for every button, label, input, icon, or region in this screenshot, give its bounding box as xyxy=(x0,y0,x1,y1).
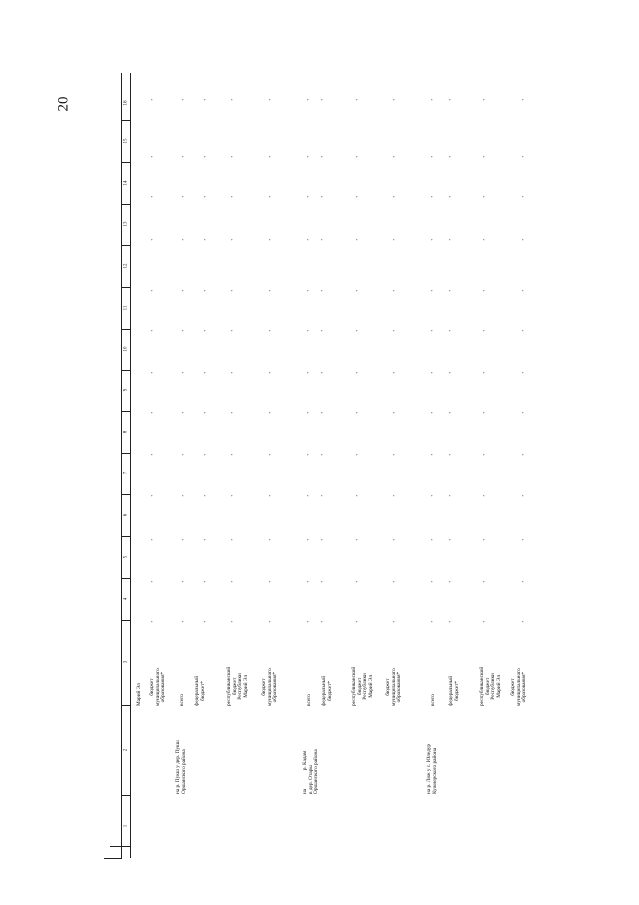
empty-value-dot xyxy=(356,454,357,455)
empty-value-dot xyxy=(269,539,270,540)
column-separator-line xyxy=(121,795,130,796)
column-separator-line xyxy=(121,536,130,537)
empty-value-dot xyxy=(356,99,357,100)
empty-value-dot xyxy=(321,539,322,540)
empty-value-dot xyxy=(307,99,308,100)
empty-value-dot xyxy=(204,495,205,496)
empty-value-dot xyxy=(204,454,205,455)
column-header-5: 5 xyxy=(123,555,129,559)
empty-value-dot xyxy=(356,330,357,331)
empty-value-dot xyxy=(321,412,322,413)
empty-value-dot xyxy=(321,239,322,240)
column-header-12: 12 xyxy=(123,263,129,269)
cell-source: бюджет муниципального образования* xyxy=(385,668,403,706)
empty-value-dot xyxy=(269,495,270,496)
column-header-7: 7 xyxy=(123,471,129,475)
empty-value-dot xyxy=(307,454,308,455)
column-separator-line xyxy=(121,578,130,579)
empty-value-dot xyxy=(522,495,523,496)
cell-object: на р. Пукш у дер. Пукш Оршанского района xyxy=(175,740,187,794)
empty-value-dot xyxy=(151,156,152,157)
empty-value-dot xyxy=(393,621,394,622)
empty-value-dot xyxy=(231,454,232,455)
empty-value-dot xyxy=(231,621,232,622)
empty-value-dot xyxy=(431,372,432,373)
empty-value-dot xyxy=(321,290,322,291)
cell-source: всего xyxy=(179,694,185,706)
empty-value-dot xyxy=(321,196,322,197)
empty-value-dot xyxy=(356,412,357,413)
empty-value-dot xyxy=(321,372,322,373)
empty-value-dot xyxy=(431,330,432,331)
empty-value-dot xyxy=(431,412,432,413)
empty-value-dot xyxy=(269,581,270,582)
empty-value-dot xyxy=(307,412,308,413)
cell-object: на р. Ляж у с. Юледур Кужнерского района xyxy=(426,743,438,794)
empty-value-dot xyxy=(151,239,152,240)
empty-value-dot xyxy=(231,156,232,157)
column-header-2: 2 xyxy=(123,748,129,752)
empty-value-dot xyxy=(204,539,205,540)
column-separator-line xyxy=(121,411,130,412)
table-border-line xyxy=(121,73,122,858)
empty-value-dot xyxy=(269,290,270,291)
empty-value-dot xyxy=(182,372,183,373)
empty-value-dot xyxy=(231,539,232,540)
empty-value-dot xyxy=(182,454,183,455)
empty-value-dot xyxy=(393,330,394,331)
empty-value-dot xyxy=(204,156,205,157)
empty-value-dot xyxy=(269,412,270,413)
empty-value-dot xyxy=(449,330,450,331)
empty-value-dot xyxy=(231,239,232,240)
empty-value-dot xyxy=(269,156,270,157)
empty-value-dot xyxy=(269,196,270,197)
empty-value-dot xyxy=(449,156,450,157)
empty-value-dot xyxy=(269,621,270,622)
empty-value-dot xyxy=(182,412,183,413)
empty-value-dot xyxy=(182,581,183,582)
empty-value-dot xyxy=(483,330,484,331)
table-corner xyxy=(121,73,122,74)
cell-source: Марий Эл xyxy=(136,683,142,706)
empty-value-dot xyxy=(231,412,232,413)
page-number: 20 xyxy=(55,96,72,112)
empty-value-dot xyxy=(393,454,394,455)
empty-value-dot xyxy=(449,495,450,496)
empty-value-dot xyxy=(522,412,523,413)
column-separator-line xyxy=(121,370,130,371)
empty-value-dot xyxy=(522,330,523,331)
empty-value-dot xyxy=(393,290,394,291)
column-header-4: 4 xyxy=(123,597,129,601)
empty-value-dot xyxy=(449,412,450,413)
empty-value-dot xyxy=(356,372,357,373)
cell-source: республиканский бюджет Республики Марий Эл xyxy=(351,666,374,706)
empty-value-dot xyxy=(182,290,183,291)
column-separator-line xyxy=(121,329,130,330)
empty-value-dot xyxy=(231,290,232,291)
empty-value-dot xyxy=(483,621,484,622)
empty-value-dot xyxy=(393,156,394,157)
empty-value-dot xyxy=(269,330,270,331)
empty-value-dot xyxy=(483,581,484,582)
empty-value-dot xyxy=(307,330,308,331)
empty-value-dot xyxy=(269,239,270,240)
empty-value-dot xyxy=(151,330,152,331)
empty-value-dot xyxy=(151,539,152,540)
empty-value-dot xyxy=(321,581,322,582)
empty-value-dot xyxy=(204,196,205,197)
empty-value-dot xyxy=(182,621,183,622)
empty-value-dot xyxy=(393,239,394,240)
column-header-15: 15 xyxy=(123,138,129,144)
column-separator-line xyxy=(121,620,130,621)
empty-value-dot xyxy=(522,239,523,240)
empty-value-dot xyxy=(483,412,484,413)
empty-value-dot xyxy=(431,581,432,582)
column-header-13: 13 xyxy=(123,221,129,227)
empty-value-dot xyxy=(307,621,308,622)
empty-value-dot xyxy=(483,99,484,100)
empty-value-dot xyxy=(204,239,205,240)
empty-value-dot xyxy=(393,196,394,197)
empty-value-dot xyxy=(483,495,484,496)
empty-value-dot xyxy=(431,99,432,100)
empty-value-dot xyxy=(151,290,152,291)
empty-value-dot xyxy=(431,621,432,622)
empty-value-dot xyxy=(483,156,484,157)
cell-source: республиканский бюджет Республики Марий Эл xyxy=(479,666,502,706)
empty-value-dot xyxy=(204,581,205,582)
empty-value-dot xyxy=(321,330,322,331)
empty-value-dot xyxy=(321,454,322,455)
cell-source: всего xyxy=(430,694,436,706)
empty-value-dot xyxy=(393,495,394,496)
empty-value-dot xyxy=(269,372,270,373)
column-header-6: 6 xyxy=(123,513,129,517)
empty-value-dot xyxy=(483,539,484,540)
empty-value-dot xyxy=(431,239,432,240)
empty-value-dot xyxy=(151,495,152,496)
empty-value-dot xyxy=(204,290,205,291)
column-header-10: 10 xyxy=(123,346,129,352)
empty-value-dot xyxy=(522,454,523,455)
empty-value-dot xyxy=(393,581,394,582)
empty-value-dot xyxy=(449,99,450,100)
empty-value-dot xyxy=(522,196,523,197)
empty-value-dot xyxy=(204,372,205,373)
empty-value-dot xyxy=(449,621,450,622)
empty-value-dot xyxy=(151,581,152,582)
cell-source: республиканский бюджет Республики Марий Эл xyxy=(226,666,249,706)
column-header-14: 14 xyxy=(123,180,129,186)
empty-value-dot xyxy=(356,495,357,496)
empty-value-dot xyxy=(182,196,183,197)
empty-value-dot xyxy=(431,495,432,496)
empty-value-dot xyxy=(522,290,523,291)
empty-value-dot xyxy=(307,156,308,157)
empty-value-dot xyxy=(231,99,232,100)
empty-value-dot xyxy=(522,621,523,622)
empty-value-dot xyxy=(431,454,432,455)
empty-value-dot xyxy=(151,621,152,622)
empty-value-dot xyxy=(356,621,357,622)
empty-value-dot xyxy=(321,156,322,157)
cell-source: федеральный бюджет* xyxy=(321,675,333,706)
empty-value-dot xyxy=(151,454,152,455)
empty-value-dot xyxy=(522,372,523,373)
empty-value-dot xyxy=(431,539,432,540)
column-header-8: 8 xyxy=(123,430,129,434)
cell-source: бюджет муниципального образования* xyxy=(510,668,528,706)
empty-value-dot xyxy=(431,156,432,157)
empty-value-dot xyxy=(522,581,523,582)
empty-value-dot xyxy=(204,412,205,413)
column-separator-line xyxy=(121,453,130,454)
empty-value-dot xyxy=(483,372,484,373)
empty-value-dot xyxy=(204,330,205,331)
empty-value-dot xyxy=(204,99,205,100)
table-bottom-line xyxy=(104,858,122,859)
empty-value-dot xyxy=(483,290,484,291)
empty-value-dot xyxy=(393,539,394,540)
empty-value-dot xyxy=(431,290,432,291)
empty-value-dot xyxy=(483,196,484,197)
empty-value-dot xyxy=(356,290,357,291)
empty-value-dot xyxy=(231,581,232,582)
empty-value-dot xyxy=(522,99,523,100)
empty-value-dot xyxy=(449,290,450,291)
empty-value-dot xyxy=(393,412,394,413)
empty-value-dot xyxy=(321,621,322,622)
empty-value-dot xyxy=(356,581,357,582)
empty-value-dot xyxy=(522,156,523,157)
empty-value-dot xyxy=(449,196,450,197)
cell-source: бюджет муниципального образования* xyxy=(149,668,167,706)
empty-value-dot xyxy=(356,196,357,197)
cell-source: всего xyxy=(306,694,312,706)
empty-value-dot xyxy=(307,372,308,373)
empty-value-dot xyxy=(356,539,357,540)
cell-source: федеральный бюджет* xyxy=(448,675,460,706)
empty-value-dot xyxy=(269,454,270,455)
empty-value-dot xyxy=(449,454,450,455)
column-header-16: 16 xyxy=(123,100,129,106)
empty-value-dot xyxy=(151,372,152,373)
empty-value-dot xyxy=(307,239,308,240)
empty-value-dot xyxy=(393,372,394,373)
empty-value-dot xyxy=(151,196,152,197)
empty-value-dot xyxy=(182,156,183,157)
column-separator-line xyxy=(121,494,130,495)
empty-value-dot xyxy=(307,539,308,540)
column-header-1: 1 xyxy=(123,824,129,828)
empty-value-dot xyxy=(483,239,484,240)
empty-value-dot xyxy=(204,621,205,622)
empty-value-dot xyxy=(393,99,394,100)
empty-value-dot xyxy=(231,330,232,331)
empty-value-dot xyxy=(522,539,523,540)
empty-value-dot xyxy=(321,99,322,100)
empty-value-dot xyxy=(182,239,183,240)
empty-value-dot xyxy=(151,99,152,100)
empty-value-dot xyxy=(483,454,484,455)
column-header-3: 3 xyxy=(123,660,129,664)
column-separator-line xyxy=(121,245,130,246)
empty-value-dot xyxy=(307,495,308,496)
empty-value-dot xyxy=(231,495,232,496)
column-separator-line xyxy=(121,705,130,706)
column-separator-line xyxy=(121,162,130,163)
empty-value-dot xyxy=(151,412,152,413)
column-separator-line xyxy=(121,287,130,288)
empty-value-dot xyxy=(231,196,232,197)
column-header-9: 9 xyxy=(123,388,129,392)
empty-value-dot xyxy=(449,581,450,582)
empty-value-dot xyxy=(307,196,308,197)
empty-value-dot xyxy=(307,290,308,291)
empty-value-dot xyxy=(449,239,450,240)
table-header-line xyxy=(130,73,131,858)
empty-value-dot xyxy=(182,330,183,331)
empty-value-dot xyxy=(231,372,232,373)
empty-value-dot xyxy=(307,581,308,582)
empty-value-dot xyxy=(269,99,270,100)
cell-source: федеральный бюджет* xyxy=(194,675,206,706)
empty-value-dot xyxy=(449,372,450,373)
empty-value-dot xyxy=(449,539,450,540)
column-separator-line xyxy=(121,204,130,205)
empty-value-dot xyxy=(182,99,183,100)
cell-object: на р. Кадам в дер. Отары Оршанского района xyxy=(302,749,320,794)
column-header-11: 11 xyxy=(123,305,129,311)
table-bottom-inner-line xyxy=(110,846,130,847)
empty-value-dot xyxy=(182,539,183,540)
empty-value-dot xyxy=(431,196,432,197)
empty-value-dot xyxy=(356,156,357,157)
empty-value-dot xyxy=(321,495,322,496)
empty-value-dot xyxy=(356,239,357,240)
column-separator-line xyxy=(121,120,130,121)
empty-value-dot xyxy=(182,495,183,496)
cell-source: бюджет муниципального образования* xyxy=(261,668,279,706)
